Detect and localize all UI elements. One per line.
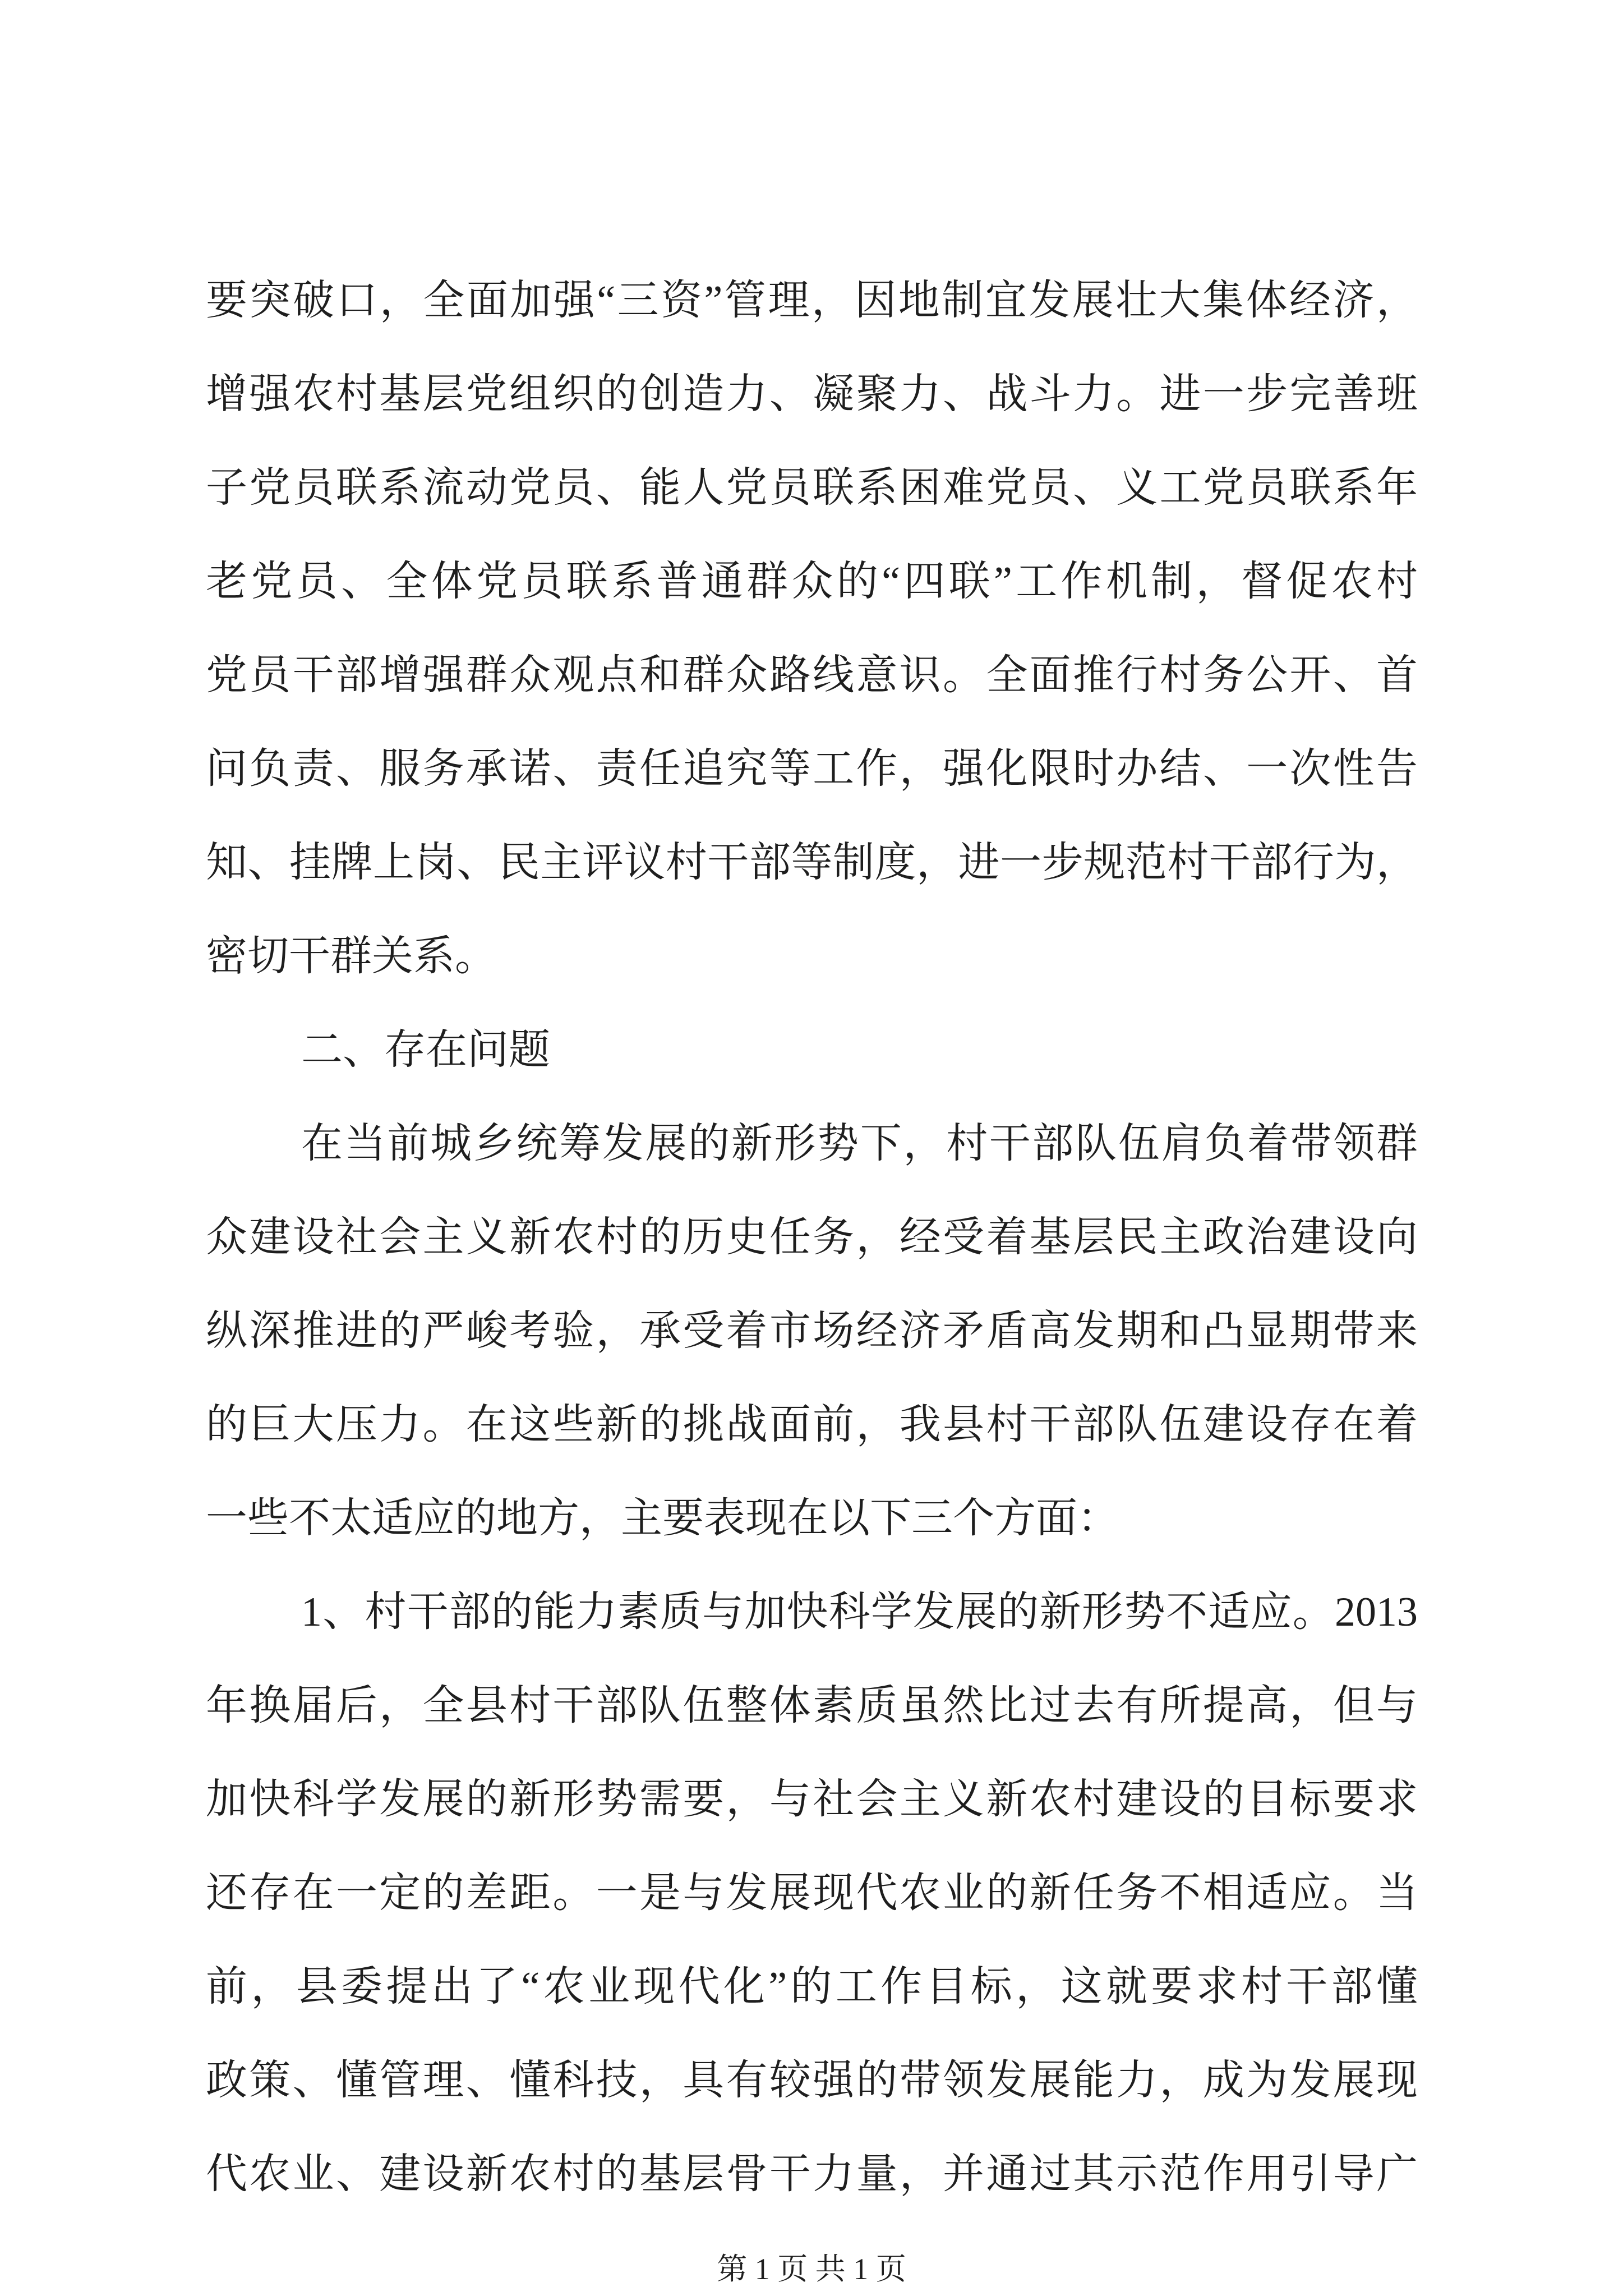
body-text-line: 要突破口，全面加强“三资”管理，因地制宜发展壮大集体经济，: [206, 278, 1418, 324]
body-text-line: 年换届后，全县村干部队伍整体素质虽然比过去有所提高，但与: [206, 1683, 1418, 1729]
body-text-line: 老党员、全体党员联系普通群众的“四联”工作机制，督促农村: [206, 559, 1418, 605]
body-text-line: 还存在一定的差距。一是与发展现代农业的新任务不相适应。当: [206, 1870, 1418, 1916]
body-text-line: 政策、懂管理、懂科技，具有较强的带领发展能力，成为发展现: [206, 2058, 1418, 2104]
body-text-line: 密切干群关系。: [206, 933, 496, 979]
body-text-line: 的巨大压力。在这些新的挑战面前，我县村干部队伍建设存在着: [206, 1402, 1418, 1448]
body-text-line: 代农业、建设新农村的基层骨干力量，并通过其示范作用引导广: [206, 2151, 1418, 2197]
body-text-line: 知、挂牌上岗、民主评议村干部等制度，进一步规范村干部行为，: [206, 840, 1418, 886]
body-text-line: 众建设社会主义新农村的历史任务，经受着基层民主政治建设向: [206, 1214, 1418, 1260]
body-text-line: 党员干部增强群众观点和群众路线意识。全面推行村务公开、首: [206, 652, 1418, 698]
body-text-line: 问负责、服务承诺、责任追究等工作，强化限时办结、一次性告: [206, 746, 1418, 792]
section-heading: 二、存在问题: [301, 1027, 550, 1073]
body-text-line: 在当前城乡统筹发展的新形势下，村干部队伍肩负着带领群: [301, 1121, 1418, 1167]
page-number-footer: 第 1 页 共 1 页: [717, 2252, 906, 2286]
body-text-line: 子党员联系流动党员、能人党员联系困难党员、义工党员联系年: [206, 465, 1418, 511]
body-text-line: 增强农村基层党组织的创造力、凝聚力、战斗力。进一步完善班: [206, 371, 1418, 417]
body-text-line: 一些不太适应的地方，主要表现在以下三个方面：: [206, 1496, 1119, 1542]
body-text-line: 加快科学发展的新形势需要，与社会主义新农村建设的目标要求: [206, 1777, 1418, 1823]
document-body: [206, 254, 1418, 2221]
body-text-line: 纵深推进的严峻考验，承受着市场经济矛盾高发期和凸显期带来: [206, 1308, 1418, 1354]
body-text-line: 1、村干部的能力素质与加快科学发展的新形势不适应。2013: [301, 1589, 1418, 1635]
body-text-line: 前，县委提出了“农业现代化”的工作目标，这就要求村干部懂: [206, 1964, 1418, 2010]
